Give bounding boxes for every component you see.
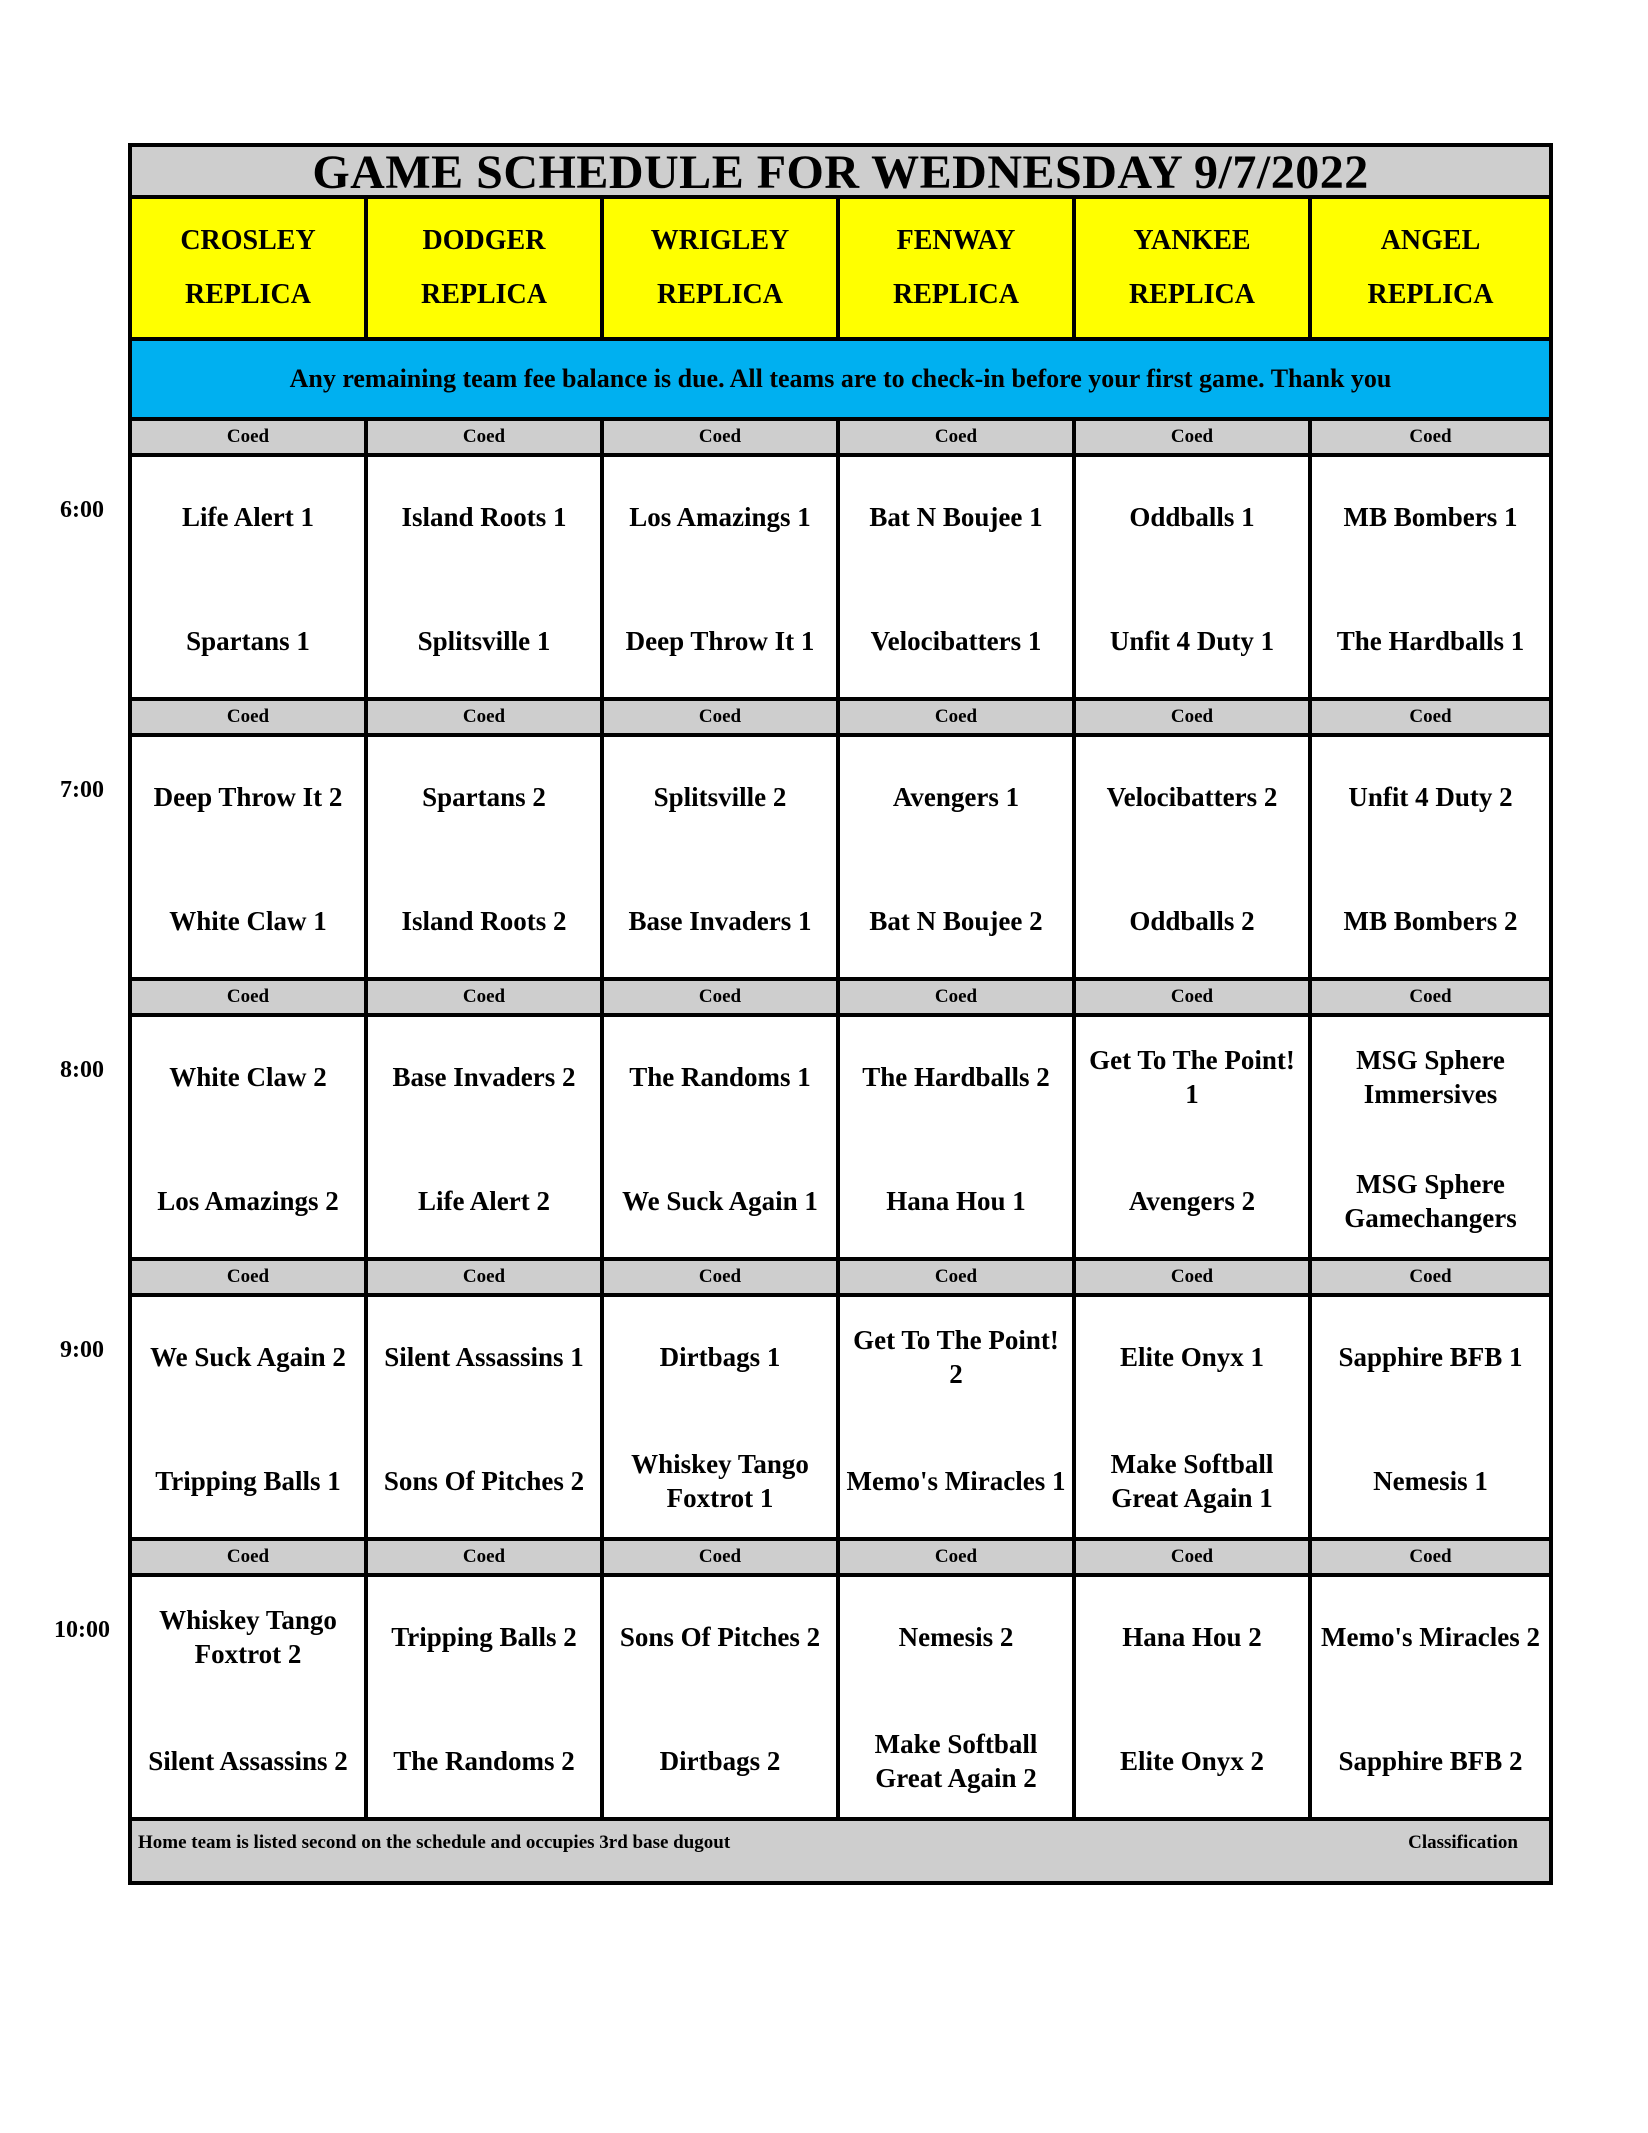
away-team — [132, 1599, 364, 1675]
home-team — [1076, 1443, 1308, 1519]
home-team — [1312, 1723, 1549, 1799]
division-label: Coed — [1076, 701, 1308, 733]
away-team-name: Life Alert 1 — [182, 502, 314, 532]
division-label: Coed — [1312, 981, 1549, 1013]
away-team-name: Velocibatters 2 — [1106, 782, 1278, 812]
away-team — [368, 1599, 600, 1675]
home-team-name: MB Bombers 2 — [1343, 906, 1518, 936]
home-team-name: Memo's Miracles 1 — [846, 1466, 1066, 1496]
home-team — [368, 1163, 600, 1239]
away-team — [604, 1599, 836, 1675]
game-cell — [368, 1017, 600, 1257]
away-team — [840, 479, 1072, 555]
field-type: REPLICA — [656, 279, 783, 310]
home-team-name: Island Roots 2 — [401, 906, 567, 936]
game-cell — [368, 457, 600, 697]
field-name: YANKEE — [1133, 225, 1251, 256]
away-team-name: Nemesis 2 — [898, 1622, 1014, 1652]
game-cell — [1312, 1297, 1549, 1537]
field-type: REPLICA — [184, 279, 311, 310]
home-team-name: MSG Sphere Gamechangers — [1344, 1169, 1517, 1233]
home-team-name: Unfit 4 Duty 1 — [1109, 626, 1275, 656]
away-team — [132, 479, 364, 555]
game-cell — [1076, 457, 1308, 697]
home-team-name: Make Softball Great Again 2 — [874, 1729, 1038, 1793]
division-label: Coed — [368, 1261, 600, 1293]
game-cell — [604, 1297, 836, 1537]
home-team-name: Avengers 2 — [1128, 1186, 1256, 1216]
home-team — [1312, 603, 1549, 679]
game-cell — [1076, 1577, 1308, 1817]
page-title: GAME SCHEDULE FOR WEDNESDAY 9/7/2022 — [132, 147, 1549, 195]
away-team — [1312, 1599, 1549, 1675]
division-label: Coed — [368, 421, 600, 453]
field-name: ANGEL — [1380, 225, 1481, 256]
away-team — [368, 1039, 600, 1115]
away-team — [368, 759, 600, 835]
division-label: Coed — [604, 1541, 836, 1573]
schedule-table — [128, 143, 1553, 1885]
game-cell — [604, 737, 836, 977]
division-label: Coed — [840, 1541, 1072, 1573]
game-cell — [604, 1017, 836, 1257]
game-cell — [840, 1297, 1072, 1537]
away-team — [132, 1039, 364, 1115]
field-name: DODGER — [422, 225, 546, 256]
game-cell — [368, 1577, 600, 1817]
home-team — [1076, 883, 1308, 959]
time-slot-label: 10:00 — [54, 1617, 110, 1643]
home-team-name: Velocibatters 1 — [870, 626, 1042, 656]
division-label: Coed — [368, 981, 600, 1013]
away-team — [132, 1319, 364, 1395]
game-cell — [604, 1577, 836, 1817]
home-team-name: The Randoms 2 — [393, 1746, 575, 1776]
home-team — [604, 1723, 836, 1799]
home-team — [604, 1163, 836, 1239]
field-type: REPLICA — [420, 279, 547, 310]
division-label: Coed — [132, 1541, 364, 1573]
division-label: Coed — [132, 701, 364, 733]
division-label: Coed — [132, 1261, 364, 1293]
away-team-name: Sons Of Pitches 2 — [619, 1622, 821, 1652]
home-team-name: Whiskey Tango Foxtrot 1 — [631, 1449, 809, 1513]
away-team — [840, 1039, 1072, 1115]
home-team-name: Make Softball Great Again 1 — [1110, 1449, 1274, 1513]
fee-notice: Any remaining team fee balance is due. All teams are to check-in before your first game. Thank you — [132, 341, 1549, 417]
home-team-name: Oddballs 2 — [1129, 906, 1255, 936]
away-team-name: MB Bombers 1 — [1343, 502, 1518, 532]
home-team — [368, 603, 600, 679]
game-cell — [840, 737, 1072, 977]
away-team — [1312, 1319, 1549, 1395]
home-team-name: Dirtbags 2 — [659, 1746, 781, 1776]
division-label: Coed — [1312, 701, 1549, 733]
away-team-name: Silent Assassins 1 — [384, 1342, 584, 1372]
home-team-name: Hana Hou 1 — [886, 1186, 1026, 1216]
division-label: Coed — [1312, 1541, 1549, 1573]
game-cell — [368, 737, 600, 977]
home-team — [840, 1163, 1072, 1239]
away-team-name: MSG Sphere Immersives — [1356, 1045, 1505, 1109]
game-cell — [1312, 457, 1549, 697]
home-team — [368, 1443, 600, 1519]
home-team — [604, 1443, 836, 1519]
away-team — [1076, 759, 1308, 835]
away-team-name: Base Invaders 2 — [392, 1062, 576, 1092]
away-team — [1076, 1039, 1308, 1115]
game-cell — [368, 1297, 600, 1537]
game-cell — [132, 1017, 364, 1257]
division-label: Coed — [1076, 1541, 1308, 1573]
game-cell — [1312, 737, 1549, 977]
division-label: Coed — [604, 701, 836, 733]
division-label: Coed — [1312, 1261, 1549, 1293]
home-team-name: Los Amazings 2 — [157, 1186, 339, 1216]
game-cell — [1312, 1577, 1549, 1817]
home-team-name: Deep Throw It 1 — [625, 626, 815, 656]
away-team — [604, 479, 836, 555]
away-team — [368, 479, 600, 555]
home-team-note: Home team is listed second on the schedule and occupies 3rd base dugout — [138, 1832, 731, 1853]
home-team-name: Elite Onyx 2 — [1119, 1746, 1264, 1776]
field-name: FENWAY — [896, 225, 1016, 256]
division-label: Coed — [368, 701, 600, 733]
home-team — [132, 883, 364, 959]
game-cell — [132, 1577, 364, 1817]
field-header — [1312, 199, 1549, 337]
field-header — [840, 199, 1072, 337]
game-cell — [604, 457, 836, 697]
field-header — [604, 199, 836, 337]
away-team-name: Dirtbags 1 — [659, 1342, 781, 1372]
away-team-name: Hana Hou 2 — [1122, 1622, 1262, 1652]
game-cell — [1312, 1017, 1549, 1257]
schedule-footer — [132, 1821, 1549, 1881]
home-team — [132, 1163, 364, 1239]
away-team — [604, 759, 836, 835]
time-slot-label: 9:00 — [60, 1337, 104, 1363]
field-name: WRIGLEY — [650, 225, 790, 256]
away-team-name: Elite Onyx 1 — [1119, 1342, 1264, 1372]
away-team-name: Sapphire BFB 1 — [1338, 1342, 1523, 1372]
away-team-name: We Suck Again 2 — [150, 1342, 346, 1372]
away-team — [840, 1599, 1072, 1675]
home-team — [368, 1723, 600, 1799]
game-cell — [1076, 1297, 1308, 1537]
away-team-name: Oddballs 1 — [1129, 502, 1255, 532]
home-team-name: Splitsville 1 — [417, 626, 551, 656]
away-team-name: Tripping Balls 2 — [391, 1622, 577, 1652]
away-team — [368, 1319, 600, 1395]
away-team-name: Island Roots 1 — [401, 502, 567, 532]
home-team-name: We Suck Again 1 — [622, 1186, 818, 1216]
division-label: Coed — [840, 981, 1072, 1013]
away-team-name: White Claw 2 — [169, 1062, 327, 1092]
away-team-name: The Hardballs 2 — [862, 1062, 1050, 1092]
field-name: CROSLEY — [180, 225, 316, 256]
home-team-name: White Claw 1 — [169, 906, 327, 936]
division-label: Coed — [132, 981, 364, 1013]
home-team — [840, 1443, 1072, 1519]
game-cell — [840, 457, 1072, 697]
division-label: Coed — [840, 701, 1072, 733]
away-team — [604, 1039, 836, 1115]
away-team-name: Los Amazings 1 — [629, 502, 811, 532]
home-team — [604, 603, 836, 679]
division-label: Coed — [1076, 1261, 1308, 1293]
game-cell — [132, 737, 364, 977]
home-team-name: Sons Of Pitches 2 — [383, 1466, 585, 1496]
away-team-name: The Randoms 1 — [629, 1062, 811, 1092]
field-type: REPLICA — [1128, 279, 1255, 310]
game-cell — [132, 1297, 364, 1537]
home-team — [1076, 1723, 1308, 1799]
home-team-name: Bat N Boujee 2 — [869, 906, 1043, 936]
away-team — [1312, 479, 1549, 555]
division-label: Coed — [368, 1541, 600, 1573]
away-team — [840, 759, 1072, 835]
away-team-name: Bat N Boujee 1 — [869, 502, 1043, 532]
home-team — [1076, 603, 1308, 679]
game-cell — [1076, 1017, 1308, 1257]
division-label: Coed — [1076, 981, 1308, 1013]
away-team — [1076, 479, 1308, 555]
division-label: Coed — [132, 421, 364, 453]
time-slot-label: 6:00 — [60, 497, 104, 523]
division-label: Coed — [840, 421, 1072, 453]
away-team — [1312, 1039, 1549, 1115]
away-team-name: Splitsville 2 — [653, 782, 787, 812]
away-team-name: Get To The Point! 1 — [1089, 1045, 1295, 1109]
division-label: Coed — [840, 1261, 1072, 1293]
division-label: Coed — [1076, 421, 1308, 453]
home-team-name: Base Invaders 1 — [628, 906, 812, 936]
game-cell — [1076, 737, 1308, 977]
field-type: REPLICA — [892, 279, 1019, 310]
home-team-name: Silent Assassins 2 — [148, 1746, 348, 1776]
away-team-name: Unfit 4 Duty 2 — [1348, 782, 1513, 812]
home-team-name: Sapphire BFB 2 — [1338, 1746, 1523, 1776]
home-team — [132, 1723, 364, 1799]
home-team — [132, 1443, 364, 1519]
away-team-name: Whiskey Tango Foxtrot 2 — [159, 1605, 337, 1669]
home-team — [132, 603, 364, 679]
division-label: Coed — [604, 1261, 836, 1293]
away-team — [132, 759, 364, 835]
home-team — [840, 1723, 1072, 1799]
division-label: Coed — [604, 421, 836, 453]
home-team — [604, 883, 836, 959]
away-team — [1312, 759, 1549, 835]
field-header — [132, 199, 364, 337]
game-cell — [840, 1577, 1072, 1817]
home-team-name: Life Alert 2 — [418, 1186, 550, 1216]
away-team-name: Memo's Miracles 2 — [1321, 1622, 1540, 1652]
home-team-name: The Hardballs 1 — [1336, 626, 1525, 656]
away-team — [1076, 1599, 1308, 1675]
home-team — [368, 883, 600, 959]
field-header — [1076, 199, 1308, 337]
game-cell — [840, 1017, 1072, 1257]
home-team — [840, 883, 1072, 959]
home-team — [1312, 1163, 1549, 1239]
away-team — [604, 1319, 836, 1395]
division-label: Coed — [1312, 421, 1549, 453]
home-team — [1312, 883, 1549, 959]
away-team — [1076, 1319, 1308, 1395]
home-team — [1312, 1443, 1549, 1519]
home-team — [840, 603, 1072, 679]
home-team-name: Nemesis 1 — [1373, 1466, 1488, 1496]
away-team-name: Get To The Point! 2 — [853, 1325, 1059, 1389]
home-team-name: Spartans 1 — [186, 626, 310, 656]
home-team — [1076, 1163, 1308, 1239]
division-label: Coed — [604, 981, 836, 1013]
away-team-name: Avengers 1 — [892, 782, 1020, 812]
game-cell — [132, 457, 364, 697]
time-slot-label: 8:00 — [60, 1057, 104, 1083]
away-team-name: Deep Throw It 2 — [153, 782, 343, 812]
field-type: REPLICA — [1367, 279, 1494, 310]
away-team-name: Spartans 2 — [422, 782, 546, 812]
field-header — [368, 199, 600, 337]
classification-label: Classification — [1408, 1832, 1518, 1853]
time-slot-label: 7:00 — [60, 777, 104, 803]
away-team — [840, 1319, 1072, 1395]
home-team-name: Tripping Balls 1 — [155, 1466, 341, 1496]
